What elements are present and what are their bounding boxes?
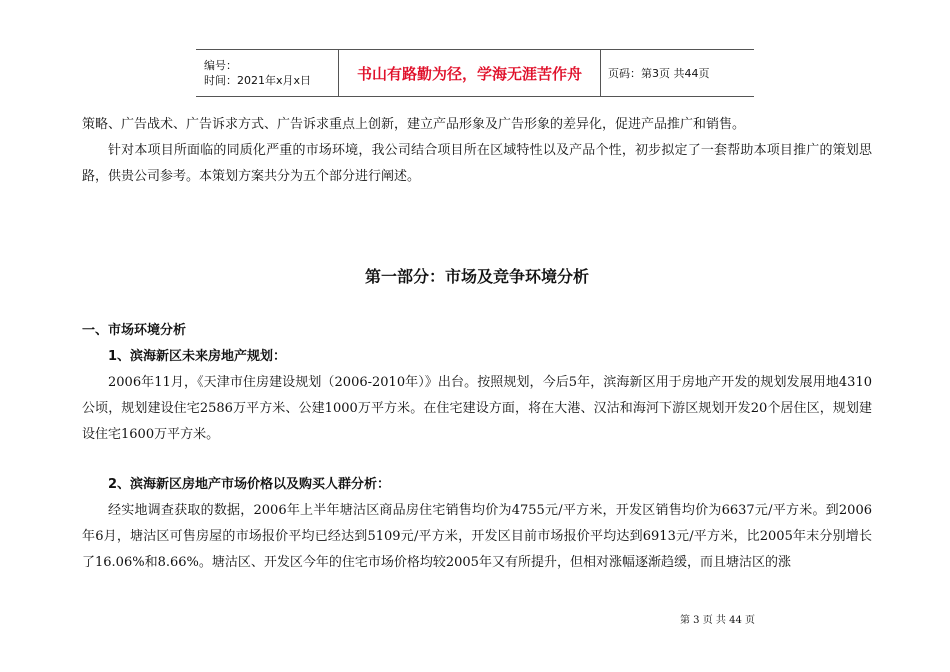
header-motto-cell: [339, 50, 601, 96]
body-paragraph: 2006年11月，《天津市住房建设规划（2006-2010年）》出台。按照规划，今后5年，滨海新区用于房地产开发的规划发展用地4310公顷，规划建设住宅2586万平方米、公建1000万平方米。在住宅建设方面，将在大港、汉沽和海河下游区规划开发20个居住区，规划建设住宅1600万平方米。: [82, 375, 872, 442]
page-header: [196, 49, 754, 97]
header-meta-cell: [196, 50, 339, 96]
body-paragraph: 经实地调查获取的数据，2006年上半年塘沽区商品房住宅销售均价为4755元/平方米，开发区销售均价为6637元/平方米。到2006年6月，塘沽区可售房屋的市场报价平均已经达到5109元/平方米，开发区目前市场报价平均达到6913元/平方米，比2005年末分别增长了16.06%和8.66%。塘沽区、开发区今年的住宅市场价格均较2005年又有所提升，但相对涨幅逐渐趋缓，而且塘沽区的涨: [82, 503, 872, 570]
spacer: [82, 292, 872, 318]
spacer: [82, 190, 872, 262]
document-body: [82, 112, 872, 576]
header-page-cell: [601, 50, 754, 96]
document-number-label: 编号：: [204, 59, 237, 72]
body-paragraph: 策略、广告战术、广告诉求方式、广告诉求重点上创新，建立产品形象及广告形象的差异化，促进产品推广和销售。: [82, 117, 746, 132]
spacer: [82, 448, 872, 472]
section-title: 第一部分：市场及竞争环境分析: [364, 267, 589, 286]
header-motto: 书山有路勤为径，学海无涯苦作舟: [356, 64, 582, 83]
header-page-number: 页码：第3页 共44页: [608, 67, 710, 80]
heading-level-1: 一、市场环境分析: [82, 323, 187, 338]
page-footer-number: 第 3 页 共 44 页: [680, 615, 755, 626]
heading-level-2: 1、滨海新区未来房地产规划：: [108, 349, 287, 364]
document-date-label: 时间：2021年x月x日: [204, 74, 312, 87]
heading-level-2: 2、滨海新区房地产市场价格以及购买人群分析：: [108, 477, 391, 492]
body-paragraph: 针对本项目所面临的同质化严重的市场环境，我公司结合项目所在区域特性以及产品个性，初步拟定了一套帮助本项目推广的策划思路，供贵公司参考。本策划方案共分为五个部分进行阐述。: [82, 143, 872, 184]
